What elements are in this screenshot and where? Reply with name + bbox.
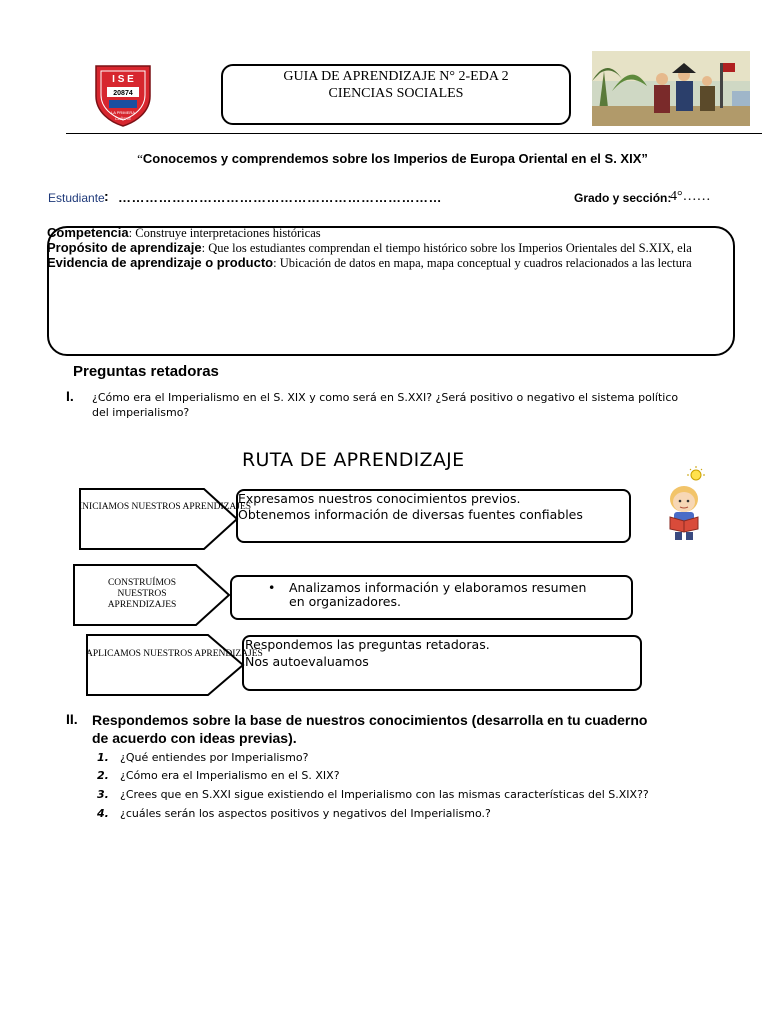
question-number: 2. — [97, 769, 109, 782]
competencia-text: : Construye interpretaciones históricas — [128, 226, 321, 240]
evidencia-label: Evidencia de aprendizaje o producto — [47, 255, 274, 270]
step-3-line-2: Nos autoevaluamos — [245, 654, 369, 669]
step-1-line-2: Obtenemos información de diversas fuentes confiables — [238, 507, 583, 522]
logo-motto: LA PRIMERA — [110, 110, 136, 115]
proposito-label: Propósito de aprendizaje — [47, 240, 202, 255]
logo-letters: I S E — [112, 74, 134, 85]
topic-open-quote: “ — [137, 151, 143, 166]
step-3-arrow-label: APLICAMOS NUESTROS APRENDIZAJES — [86, 649, 263, 659]
guide-title: GUIA DE APRENDIZAJE N° 2-EDA 2 — [283, 69, 509, 84]
competencia-label: Competencia — [47, 225, 129, 240]
guide-title-box — [221, 64, 571, 125]
step-1-line-1: Expresamos nuestros conocimientos previos. — [238, 491, 521, 506]
proposito-line — [47, 240, 768, 256]
question-text: ¿Qué entiendes por Imperialismo? — [120, 751, 309, 764]
school-shield-icon — [92, 62, 154, 128]
topic-title — [120, 151, 665, 166]
question-text: ¿Cómo era el Imperialismo en el S. XIX? — [120, 769, 340, 782]
school-logo — [92, 62, 154, 128]
topic-text: Conocemos y comprendemos sobre los Imperios de Europa Oriental en el S. XIX” — [142, 151, 648, 166]
idea-child-icon — [660, 465, 720, 543]
evidencia-text: : Ubicación de datos en mapa, mapa conceptual y cuadros relacionados a las lectura — [273, 256, 692, 270]
question-text: ¿cuáles serán los aspectos positivos y negativos del Imperialismo.? — [120, 807, 491, 820]
question-number: 1. — [97, 751, 109, 764]
evidencia-line — [47, 255, 768, 271]
step-1-arrow — [79, 488, 239, 550]
competencia-line — [47, 225, 768, 241]
step-3-arrow — [86, 634, 246, 696]
logo-place: CAÑETE — [114, 116, 132, 121]
student-label: Estudiante — [48, 191, 105, 205]
guide-subject: CIENCIAS SOCIALES — [328, 86, 464, 101]
step-2-arrow-label: CONSTRUÍMOS NUESTROS APRENDIZAJES — [107, 578, 177, 610]
question-number: 3. — [97, 788, 109, 801]
question-number: 4. — [97, 807, 109, 820]
grade-label: Grado y sección: — [574, 191, 672, 205]
reading-child-illustration — [660, 465, 720, 543]
step-2-line-2: en organizadores. — [289, 594, 401, 609]
student-name-field[interactable]: ……………………………………………………………… — [118, 190, 442, 205]
header-divider — [66, 133, 762, 134]
step-2-line-1: Analizamos información y elaboramos resumen — [289, 580, 587, 595]
grade-field[interactable]: 4°…… — [670, 189, 711, 204]
step-3-line-1: Respondemos las preguntas retadoras. — [245, 637, 490, 652]
student-row — [48, 190, 748, 210]
student-colon: : — [104, 188, 109, 204]
section-number-1: I. — [66, 388, 74, 404]
logo-number: 20874 — [113, 90, 133, 97]
header-illustration — [592, 51, 750, 126]
route-title: RUTA DE APRENDIZAJE — [242, 449, 465, 471]
challenge-question: ¿Cómo era el Imperialismo en el S. XIX y como será en S.XXI? ¿Será positivo o negativo el sistema político del imperialismo? — [92, 391, 679, 419]
proposito-text: : Que los estudiantes comprendan el tiempo histórico sobre los Imperios Orientales del S.XIX, ela — [201, 241, 692, 255]
explorers-painting-icon — [592, 51, 750, 126]
step-2-bullet: • — [268, 580, 276, 595]
question-text: ¿Crees que en S.XXI sigue existiendo el Imperialismo con las mismas características del S.XIX?? — [120, 788, 649, 801]
step-1-arrow-label: INICIAMOS NUESTROS APRENDIZAJES — [79, 502, 252, 512]
section-number-2: II. — [66, 711, 78, 727]
section-2-title: Respondemos sobre la base de nuestros conocimientos (desarrolla en tu cuaderno de acuerdo con ideas previas). — [92, 712, 648, 746]
challenge-questions-title: Preguntas retadoras — [73, 363, 219, 380]
